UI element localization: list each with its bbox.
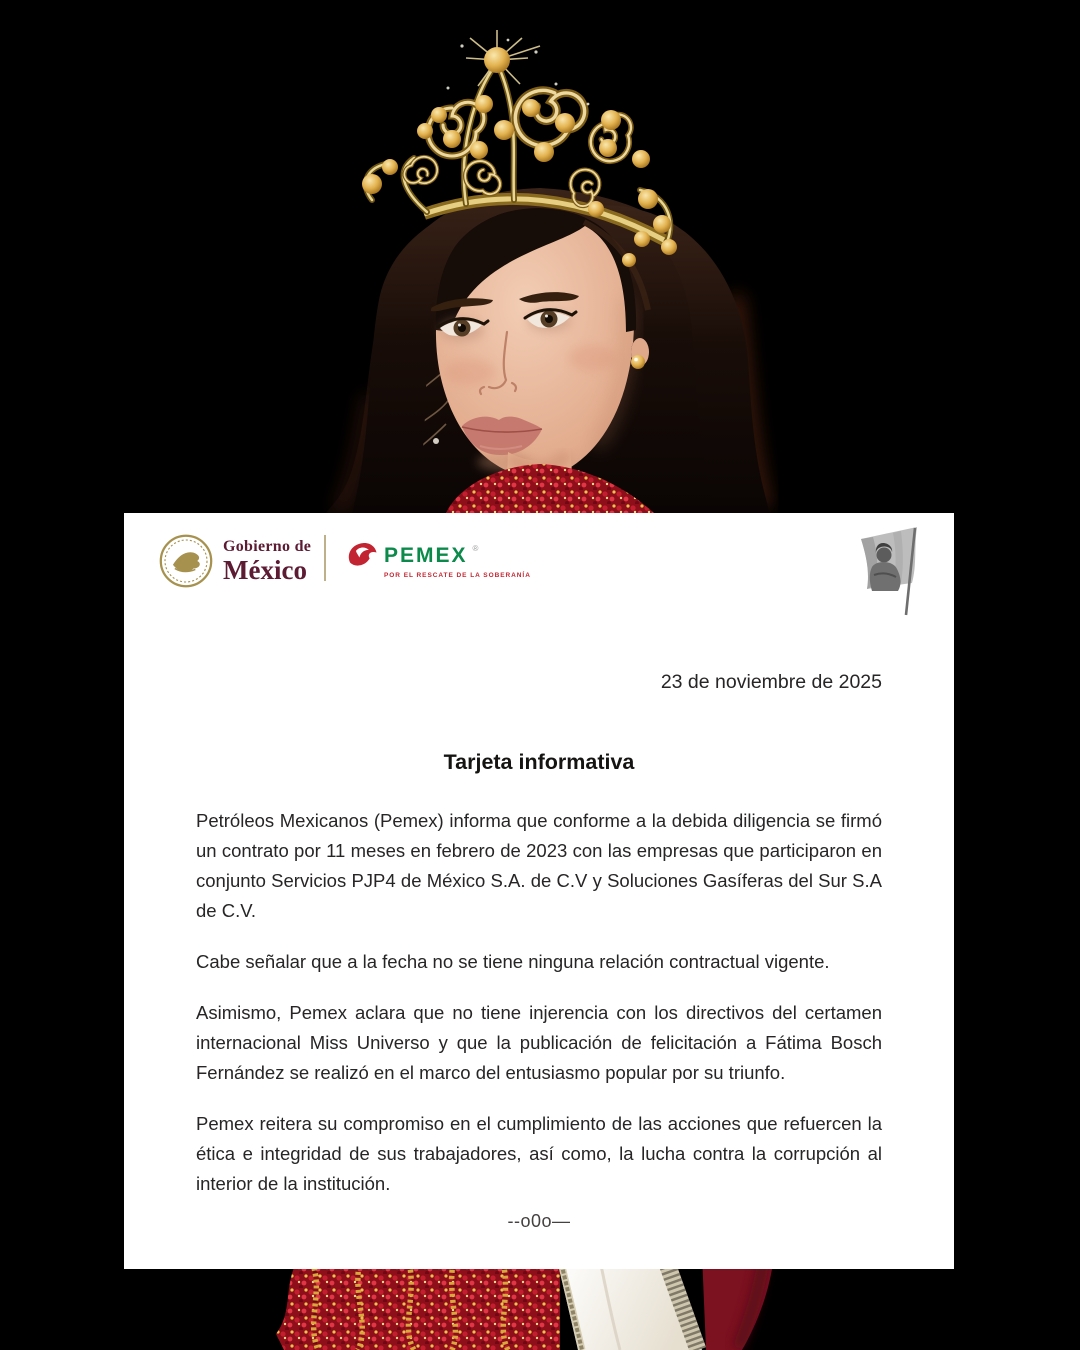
header-divider xyxy=(324,535,326,581)
red-sequin-dress xyxy=(276,1255,560,1350)
document-header xyxy=(124,513,954,621)
pemex-wordmark: PEMEX xyxy=(384,544,468,567)
paragraph-contract: Petróleos Mexicanos (Pemex) informa que conforme a la debida diligencia se firmó un contrato por 11 meses en febrero de 2023 con las empresas que participaron en conjunto Servicios PJP4 de México S.A. de C.V y Soluciones Gasíferas del Sur S.A de C.V. xyxy=(196,810,882,921)
pemex-drop-icon xyxy=(345,540,379,570)
pemex-logo xyxy=(345,540,531,579)
gobierno-de-mexico-logo xyxy=(158,533,311,589)
pemex-tagline: POR EL RESCATE DE LA SOBERANÍA xyxy=(384,572,531,579)
gobierno-line1: Gobierno de xyxy=(223,537,312,555)
white-sash xyxy=(556,1255,702,1350)
pearl-earring xyxy=(631,355,645,369)
paragraph-no-contract: Cabe señalar que a la fecha no se tiene ninguna relación contractual vigente. xyxy=(196,951,830,972)
document-date: 23 de noviembre de 2025 xyxy=(660,671,882,693)
mexico-eagle-seal-icon xyxy=(158,533,214,589)
maroon-drape xyxy=(702,1255,774,1350)
gobierno-wordmark xyxy=(223,539,311,584)
end-marker: --o0o— xyxy=(507,1211,571,1231)
gobierno-line2: México xyxy=(223,554,307,585)
paragraph-miss-universo: Asimismo, Pemex aclara que no tiene injerencia con los directivos del certamen internacional Miss Universo y que la publicación de felicitación a Fátima Bosch Fernández se realizó en el marco del entusiasmo popular por su triunfo. xyxy=(196,1002,882,1083)
paragraph-ethics: Pemex reitera su compromiso en el cumplimiento de las acciones que refuercen la ética e integridad de sus trabajadores, así como, la lucha contra la corrupción al interior de la institución. xyxy=(196,1113,882,1194)
press-release-document xyxy=(124,513,954,1269)
document-body xyxy=(124,671,954,1232)
dress-bottom xyxy=(276,1255,774,1350)
document-title: Tarjeta informativa xyxy=(443,750,635,774)
registered-mark: ® xyxy=(472,544,479,553)
flag-heroine-emblem-icon xyxy=(843,521,935,619)
